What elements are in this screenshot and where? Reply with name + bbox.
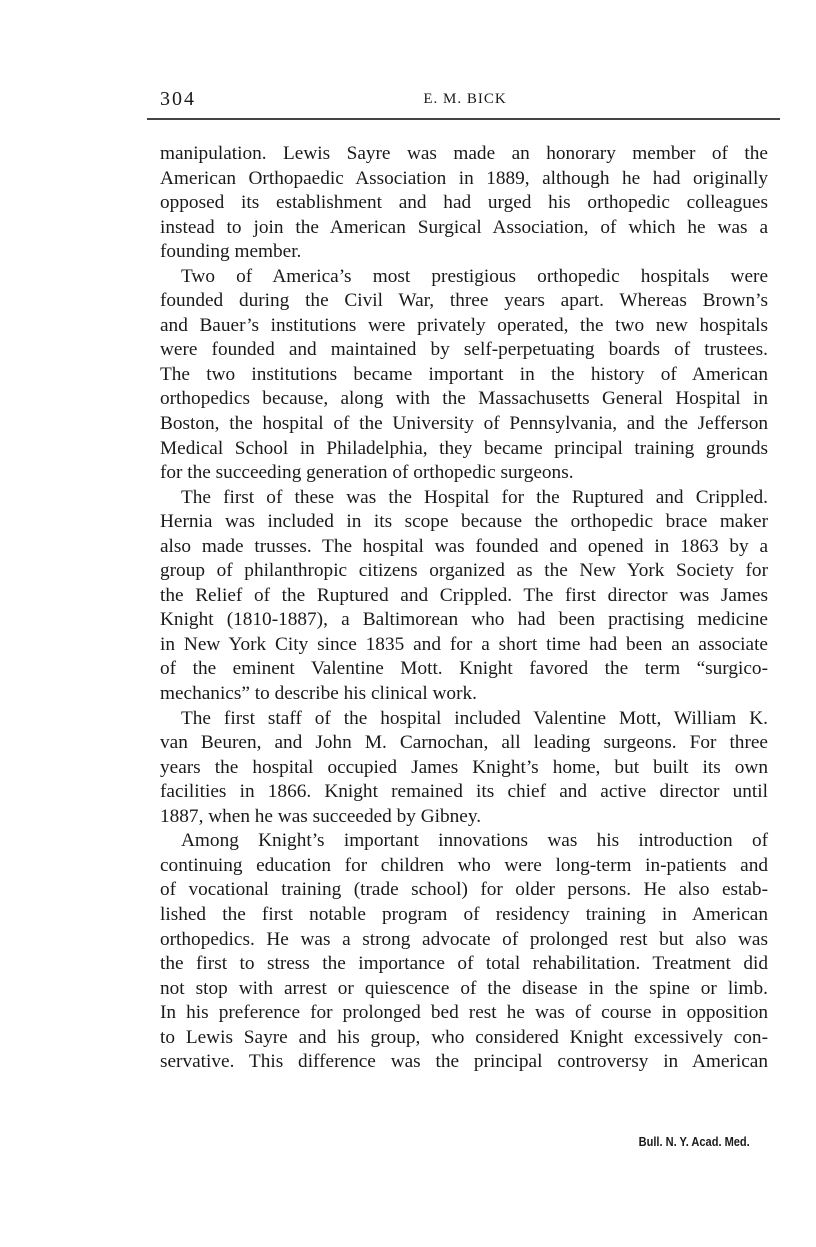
text-line: 1887, when he was succeeded by Gibney. xyxy=(160,805,482,827)
text-line: of the eminent Valentine Mott. Knight favored the term “surgico- xyxy=(160,658,768,680)
text-line: mechanics” to describe his clinical work. xyxy=(160,683,477,705)
text-line: the first to stress the importance of total rehabilitation. Treatment did xyxy=(160,953,768,975)
text-line: for the succeeding generation of orthopedic surgeons. xyxy=(160,462,574,484)
body-text xyxy=(160,142,768,1075)
text-line: founding member. xyxy=(160,241,302,263)
text-line: Two of America’s most prestigious orthopedic hospitals were xyxy=(181,265,768,287)
text-line: American Orthopaedic Association in 1889, although he had originally xyxy=(160,167,768,189)
text-line: in New York City since 1835 and for a short time had been an associate xyxy=(160,633,768,655)
text-line: not stop with arrest or quiescence of the disease in the spine or limb. xyxy=(160,977,768,999)
text-line: Medical School in Philadelphia, they became principal training grounds xyxy=(160,437,768,459)
text-line: The first of these was the Hospital for the Ruptured and Crippled. xyxy=(181,486,768,508)
text-line: orthopedics because, along with the Massachusetts General Hospital in xyxy=(160,388,768,410)
text-line: instead to join the American Surgical Association, of which he was a xyxy=(160,216,768,238)
text-line: In his preference for prolonged bed rest he was of course in opposition xyxy=(160,1002,768,1024)
text-line: Knight (1810-1887), a Baltimorean who had been practising medicine xyxy=(160,609,768,631)
text-line: van Beuren, and John M. Carnochan, all leading surgeons. For three xyxy=(160,732,768,754)
text-line: manipulation. Lewis Sayre was made an honorary member of the xyxy=(160,143,768,164)
text-line: orthopedics. He was a strong advocate of prolonged rest but also was xyxy=(160,928,768,950)
text-line: were founded and maintained by self-perpetuating boards of trustees. xyxy=(160,339,768,361)
text-line: continuing education for children who were long-term in-patients and xyxy=(160,854,768,876)
text-line: Boston, the hospital of the University of Pennsylvania, and the Jefferson xyxy=(160,413,768,435)
text-line: facilities in 1866. Knight remained its chief and active director until xyxy=(160,781,768,803)
text-line: years the hospital occupied James Knight’s home, but built its own xyxy=(160,756,768,778)
text-line: the Relief of the Ruptured and Crippled. The first director was James xyxy=(160,584,768,606)
page-number: 304 xyxy=(160,88,196,110)
text-line: Among Knight’s important innovations was his introduction of xyxy=(181,830,768,852)
journal-footer: Bull. N. Y. Acad. Med. xyxy=(638,1134,750,1149)
text-line: and Bauer’s institutions were privately operated, the two new hospitals xyxy=(160,314,768,336)
text-line: to Lewis Sayre and his group, who considered Knight excessively con- xyxy=(160,1026,768,1048)
text-line: Hernia was included in its scope because the orthopedic brace maker xyxy=(160,511,768,533)
text-line: servative. This difference was the principal controversy in American xyxy=(160,1051,768,1073)
text-line: lished the first notable program of residency training in American xyxy=(160,903,768,925)
text-line: group of philanthropic citizens organized as the New York Society for xyxy=(160,560,768,582)
text-line: The first staff of the hospital included Valentine Mott, William K. xyxy=(181,707,768,729)
text-line: of vocational training (trade school) for older persons. He also estab- xyxy=(160,879,768,901)
text-line: opposed its establishment and had urged his orthopedic colleagues xyxy=(160,192,768,214)
text-line: The two institutions became important in the history of American xyxy=(160,363,768,385)
text-line: founded during the Civil War, three years apart. Whereas Brown’s xyxy=(160,290,768,312)
text-line: also made trusses. The hospital was founded and opened in 1863 by a xyxy=(160,535,768,557)
running-head: E. M. BICK xyxy=(423,91,507,107)
header-rule xyxy=(147,118,780,120)
